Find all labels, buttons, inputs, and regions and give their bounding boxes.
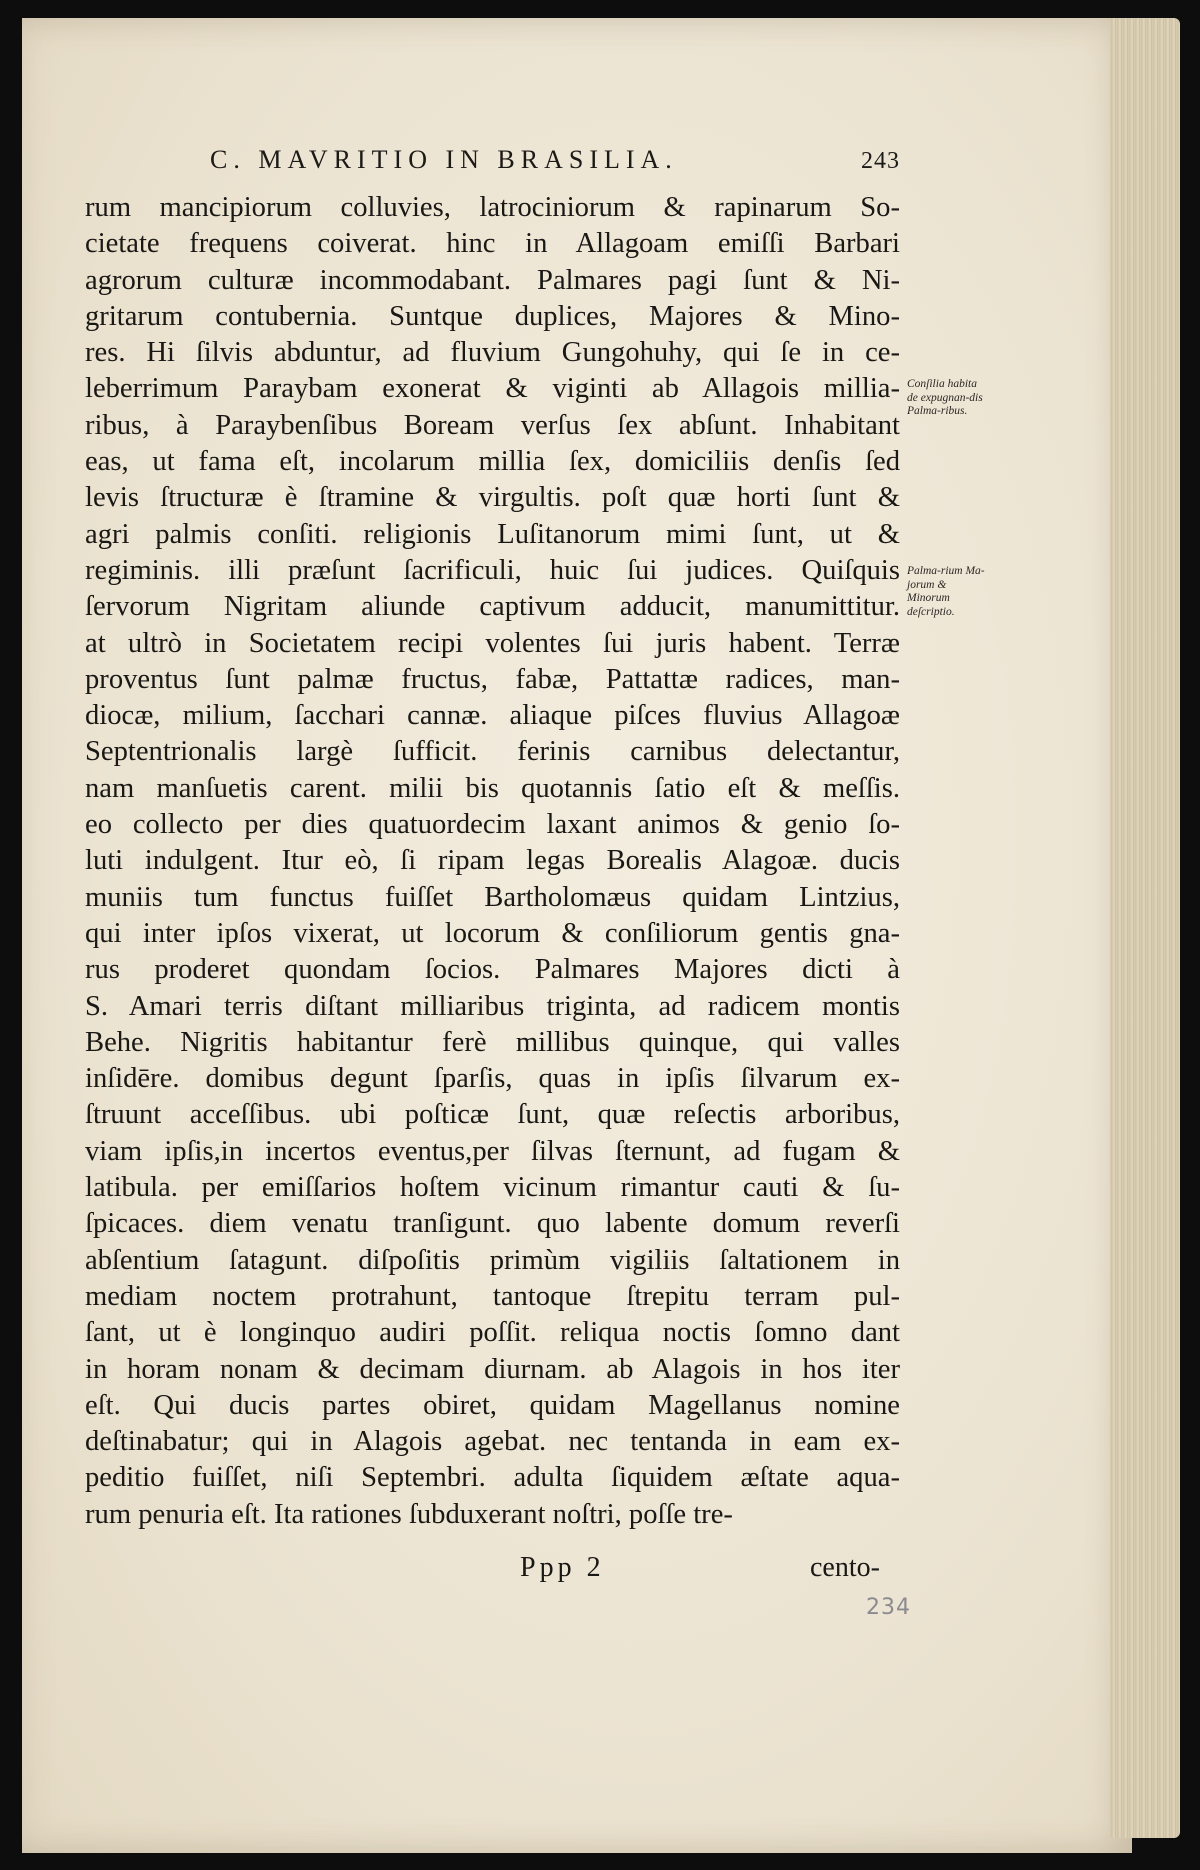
- text-line: Behe. Nigritis habitantur ferè millibus quinque, qui valles: [85, 1026, 900, 1058]
- running-head: [210, 145, 900, 175]
- text-line: ribus, à Paraybenſibus Boream verſus ſex abſunt. Inhabitant: [85, 409, 900, 441]
- text-line: agrorum culturæ incommodabant. Palmares pagi ſunt & Ni-: [85, 264, 900, 296]
- marginal-note-1: Conſilia habita de expugnan-dis Palma-ribus.: [907, 378, 983, 417]
- text-line: eſt. Qui ducis partes obiret, quidam Magellanus nomine: [85, 1389, 900, 1421]
- text-line: latibula. per emiſſarios hoſtem vicinum rimantur cauti & ſu-: [85, 1172, 900, 1204]
- text-line: gritarum contubernia. Suntque duplices, Majores & Mino-: [85, 300, 900, 332]
- text-line: qui inter ipſos vixerat, ut locorum & conſiliorum gentis gna-: [85, 917, 900, 949]
- text-line: ſtruunt acceſſibus. ubi poſticæ ſunt, quæ reſectis arboribus,: [85, 1099, 900, 1131]
- text-line: abſentium ſatagunt. diſpoſitis primùm vigiliis ſaltationem in: [85, 1244, 900, 1276]
- text-line: ſant, ut è longinquo audiri poſſit. reliqua noctis ſomno dant: [85, 1317, 900, 1349]
- text-line: inſidēre. domibus degunt ſparſis, quas in ipſis ſilvarum ex-: [85, 1063, 900, 1095]
- body-text: [85, 190, 900, 1533]
- marginal-note-2: Palma-rium Ma-jorum & Minorum deſcriptio.: [907, 565, 985, 618]
- text-line: in horam nonam & decimam diurnam. ab Alagois in hos iter: [85, 1353, 900, 1385]
- text-line: levis ſtructuræ è ſtramine & virgultis. poſt quæ horti ſunt &: [85, 482, 900, 514]
- page-edges: [1110, 18, 1180, 1838]
- text-line: rum penuria eſt. Ita rationes ſubduxerant noſtri, poſſe tre-: [85, 1498, 733, 1530]
- text-line: leberrimum Paraybam exonerat & viginti ab Allagois millia-: [85, 373, 900, 405]
- text-line: nam manſuetis carent. milii bis quotannis ſatio eſt & meſſis.: [85, 772, 900, 804]
- page-number: 243: [861, 148, 900, 174]
- text-line: diocæ, milium, ſacchari cannæ. aliaque piſces fluvius Allagoæ: [85, 700, 900, 732]
- text-line: eas, ut fama eſt, incolarum millia ſex, domiciliis denſis ſed: [85, 446, 900, 478]
- text-line: cietate frequens coiverat. hinc in Allagoam emiſſi Barbari: [85, 228, 900, 260]
- text-line: agri palmis conſiti. religionis Luſitanorum mimi ſunt, ut &: [85, 518, 900, 550]
- text-line: rus proderet quondam ſocios. Palmares Majores dicti à: [85, 954, 900, 986]
- text-line: mediam noctem protrahunt, tantoque ſtrepitu terram pul-: [85, 1280, 900, 1312]
- text-line: rum mancipiorum colluvies, latrociniorum & rapinarum So-: [85, 192, 900, 223]
- text-line: S. Amari terris diſtant milliaribus triginta, ad radicem montis: [85, 990, 900, 1022]
- text-line: res. Hi ſilvis abduntur, ad fluvium Gungohuhy, qui ſe in ce-: [85, 337, 900, 369]
- text-line: ſpicaces. diem venatu tranſigunt. quo labente domum reverſi: [85, 1208, 900, 1240]
- catchword: cento-: [810, 1552, 880, 1583]
- text-line: at ultrò in Societatem recipi volentes ſui juris habent. Terræ: [85, 627, 900, 659]
- text-line: luti indulgent. Itur eò, ſi ripam legas Borealis Alagoæ. ducis: [85, 845, 900, 877]
- running-head-title: C. MAVRITIO IN BRASILIA.: [210, 145, 678, 174]
- text-line: eo collecto per dies quatuordecim laxant animos & genio ſo-: [85, 809, 900, 841]
- signature-mark: Ppp 2: [520, 1552, 605, 1583]
- text-line: ſervorum Nigritam aliunde captivum adducit, manumittitur.: [85, 591, 900, 623]
- text-line: muniis tum functus fuiſſet Bartholomæus quidam Lintzius,: [85, 881, 900, 913]
- text-line: Septentrionalis largè ſufficit. ferinis carnibus delectantur,: [85, 736, 900, 768]
- text-line: viam ipſis,in incertos eventus,per ſilvas ſternunt, ad fugam &: [85, 1135, 900, 1167]
- pencil-annotation: 234: [866, 1595, 911, 1620]
- text-line: proventus ſunt palmæ fructus, fabæ, Pattattæ radices, man-: [85, 663, 900, 695]
- text-line: deſtinabatur; qui in Alagois agebat. nec tentanda in eam ex-: [85, 1426, 900, 1458]
- text-line: regiminis. illi præſunt ſacrificuli, huic ſui judices. Quiſquis: [85, 554, 900, 586]
- text-line: peditio fuiſſet, niſi Septembri. adulta ſiquidem æſtate aqua-: [85, 1462, 900, 1494]
